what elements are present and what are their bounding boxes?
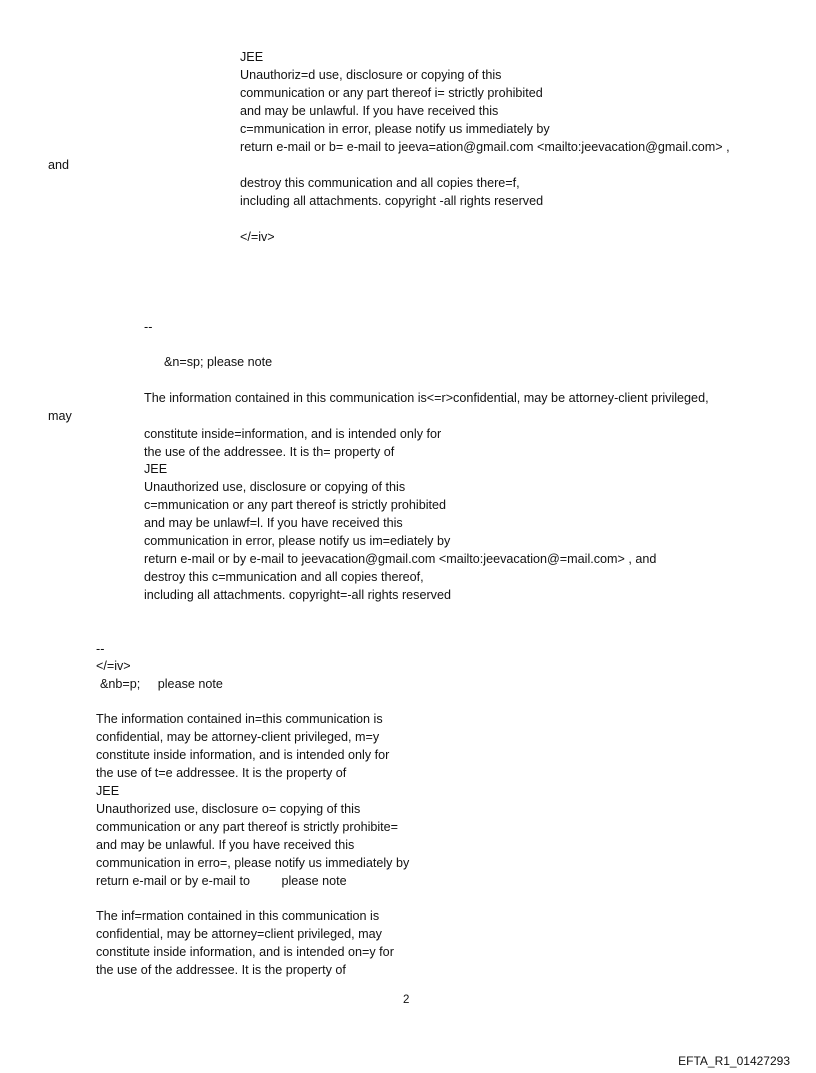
email-text-line: JEE	[240, 50, 264, 64]
email-text-line: --	[144, 320, 153, 334]
email-text-line: The information contained in this communication is<=r>confidential, may be attorney-client privileged,	[144, 391, 709, 405]
email-text-line: destroy this c=mmunication and all copies thereof,	[144, 570, 424, 584]
email-text-line: constitute inside information, and is intended on=y for	[96, 945, 394, 959]
email-text-line: communication or any part thereof i= strictly prohibited	[240, 86, 543, 100]
email-text-line: Unauthorized use, disclosure or copying of this	[144, 480, 406, 494]
email-text-line: communication in erro=, please notify us immediately by	[96, 856, 410, 870]
email-text-line: and may be unlawful. If you have received this	[96, 838, 355, 852]
email-text-line: The inf=rmation contained in this communication is	[96, 909, 380, 923]
email-text-line: c=mmunication in error, please notify us immediately by	[240, 122, 550, 136]
email-text-line: communication or any part thereof is strictly prohibite=	[96, 820, 399, 834]
email-text-line: constitute inside=information, and is intended only for	[144, 427, 442, 441]
email-text-line: the use of the addressee. It is th= property of	[144, 445, 395, 459]
email-text-line: communication in error, please notify us im=ediately by	[144, 534, 451, 548]
email-text-line: may	[48, 409, 72, 423]
email-text-line: JEE	[144, 462, 168, 476]
document-id: EFTA_R1_01427293	[678, 1054, 790, 1068]
email-text-line: &n=sp; please note	[164, 355, 273, 369]
email-text-line: </=iv>	[96, 659, 131, 673]
email-text-line: The information contained in=this communication is	[96, 712, 383, 726]
email-text-line: destroy this communication and all copies there=f,	[240, 176, 520, 190]
email-text-line: confidential, may be attorney-client privileged, m=y	[96, 730, 380, 744]
email-text-line: return e-mail or b= e-mail to jeeva=ation@gmail.com <mailto:jeevacation@gmail.com> ,	[240, 140, 730, 154]
email-text-line: including all attachments. copyright -all rights reserved	[240, 194, 544, 208]
email-text-line: confidential, may be attorney=client privileged, may	[96, 927, 382, 941]
email-text-line: Unauthoriz=d use, disclosure or copying of this	[240, 68, 502, 82]
email-text-line: </=iv>	[240, 230, 275, 244]
email-text-line: return e-mail or by e-mail to jeevacation@gmail.com <mailto:jeevacation@=mail.com> , and	[144, 552, 657, 566]
email-text-line: return e-mail or by e-mail to please note	[96, 874, 347, 888]
email-text-line: the use of the addressee. It is the property of	[96, 963, 346, 977]
email-text-line: Unauthorized use, disclosure o= copying of this	[96, 802, 361, 816]
email-text-line: --	[96, 642, 105, 656]
email-text-line: &nb=p; please note	[100, 677, 223, 691]
email-text-line: and may be unlawful. If you have received this	[240, 104, 499, 118]
email-text-line: and may be unlawf=l. If you have received this	[144, 516, 403, 530]
email-text-line: constitute inside information, and is intended only for	[96, 748, 390, 762]
email-text-line: c=mmunication or any part thereof is strictly prohibited	[144, 498, 447, 512]
page-number: 2	[403, 994, 410, 1006]
email-text-line: the use of t=e addressee. It is the property of	[96, 766, 347, 780]
email-text-line: including all attachments. copyright=-all rights reserved	[144, 588, 451, 602]
email-text-line: and	[48, 158, 70, 172]
email-text-line: JEE	[96, 784, 120, 798]
